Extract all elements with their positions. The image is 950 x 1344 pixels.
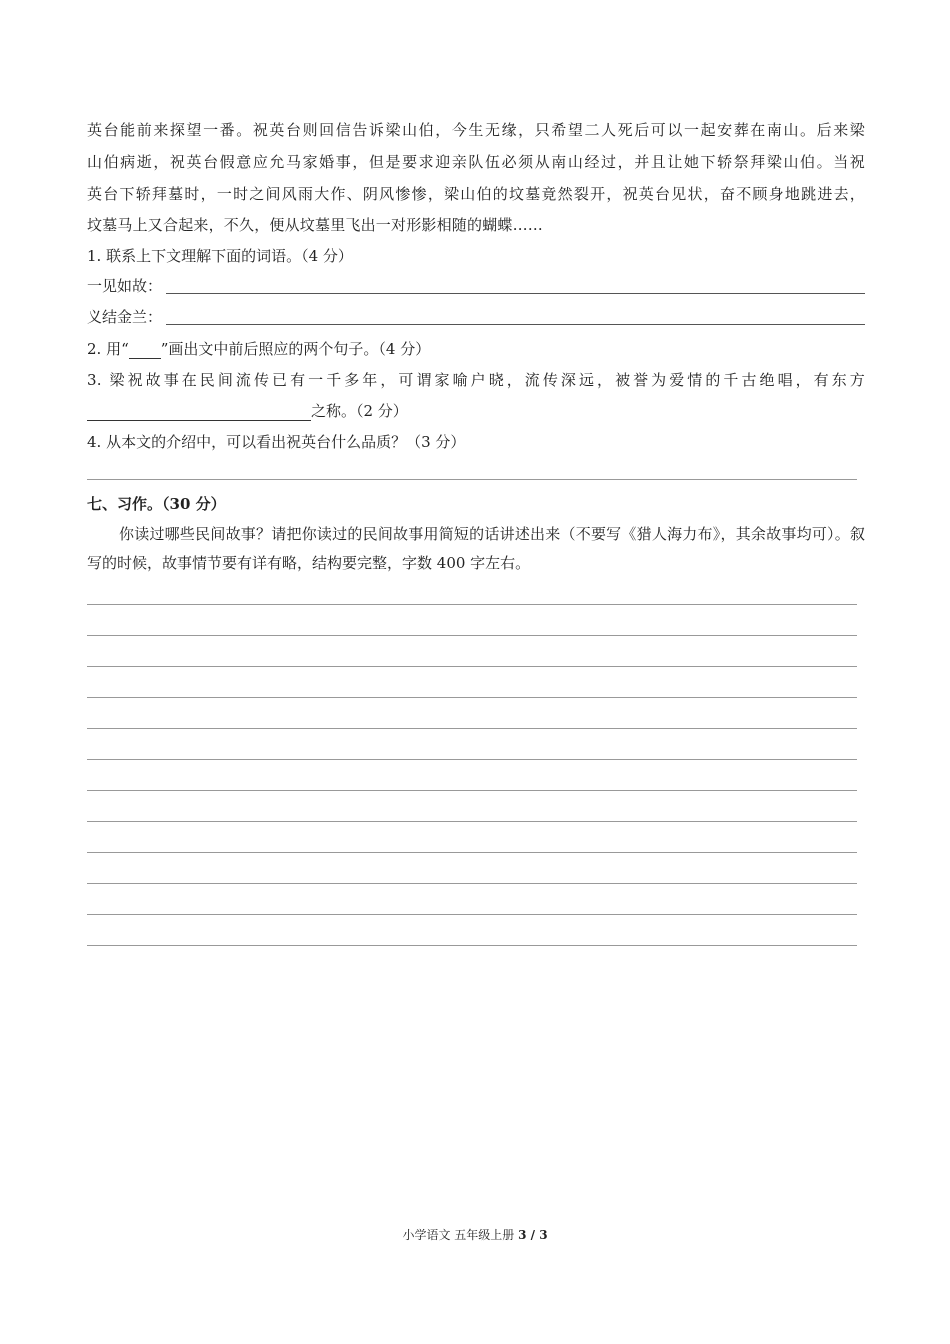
question-3-line-1: 3. 梁祝故事在民间流传已有一千多年，可谓家喻户晓，流传深远，被誉为爱情的千古绝唱，有东方 — [87, 371, 865, 389]
writing-line[interactable] — [87, 790, 857, 791]
page-footer — [0, 1226, 950, 1243]
writing-line[interactable] — [87, 697, 857, 698]
writing-line[interactable] — [87, 635, 857, 636]
question-3-line-2 — [87, 401, 408, 421]
q1-term1-label: 一见如故： — [87, 277, 163, 295]
composition-prompt: 你读过哪些民间故事？请把你读过的民间故事用简短的话讲述出来（不要写《猎人海力布》，其余故事均可）。叙写的时候，故事情节要有详有略，结构要完整，字数 400 字左右。 — [87, 525, 865, 572]
q4-answer-line[interactable] — [87, 479, 857, 480]
q3-suffix: 之称。（2 分） — [311, 402, 408, 420]
writing-line[interactable] — [87, 728, 857, 729]
writing-line[interactable] — [87, 604, 857, 605]
footer-subject: 小学语文 五年级上册 — [402, 1228, 515, 1242]
q1-term2-answer-line[interactable] — [166, 323, 865, 325]
passage-line-3: 英台下轿拜墓时，一时之间风雨大作、阴风惨惨，梁山伯的坟墓竟然裂开，祝英台见状，奋不顾身地跳进去， — [87, 185, 865, 203]
writing-line[interactable] — [87, 883, 857, 884]
passage-line-2: 山伯病逝，祝英台假意应允马家婚事，但是要求迎亲队伍必须从南山经过，并且让她下轿祭拜梁山伯。当祝 — [87, 153, 865, 171]
q2-underline-sample — [129, 344, 161, 359]
writing-line[interactable] — [87, 914, 857, 915]
q1-term2-label: 义结金兰： — [87, 308, 163, 326]
passage-line-1: 英台能前来探望一番。祝英台则回信告诉梁山伯，今生无缘，只希望二人死后可以一起安葬在南山。后来梁 — [87, 121, 865, 139]
q1-term2-row — [87, 305, 865, 327]
question-4: 4. 从本文的介绍中，可以看出祝英台什么品质？（3 分） — [87, 433, 466, 451]
q1-term1-answer-line[interactable] — [166, 292, 865, 294]
composition-title: 七、习作。（30 分） — [87, 495, 226, 513]
writing-line[interactable] — [87, 852, 857, 853]
passage-line-4: 坟墓马上又合起来，不久，便从坟墓里飞出一对形影相随的蝴蝶…… — [87, 216, 544, 234]
q2-prefix: 2. 用“ — [87, 340, 129, 358]
q2-suffix: ”画出文中前后照应的两个句子。（4 分） — [160, 340, 431, 358]
writing-line[interactable] — [87, 945, 857, 946]
writing-line[interactable] — [87, 821, 857, 822]
footer-page-number: 3 / 3 — [518, 1228, 548, 1242]
q1-term1-row — [87, 274, 865, 296]
q3-answer-blank[interactable] — [87, 406, 311, 421]
question-1: 1. 联系上下文理解下面的词语。（4 分） — [87, 247, 353, 265]
writing-line[interactable] — [87, 759, 857, 760]
question-2 — [87, 339, 430, 359]
writing-line[interactable] — [87, 666, 857, 667]
